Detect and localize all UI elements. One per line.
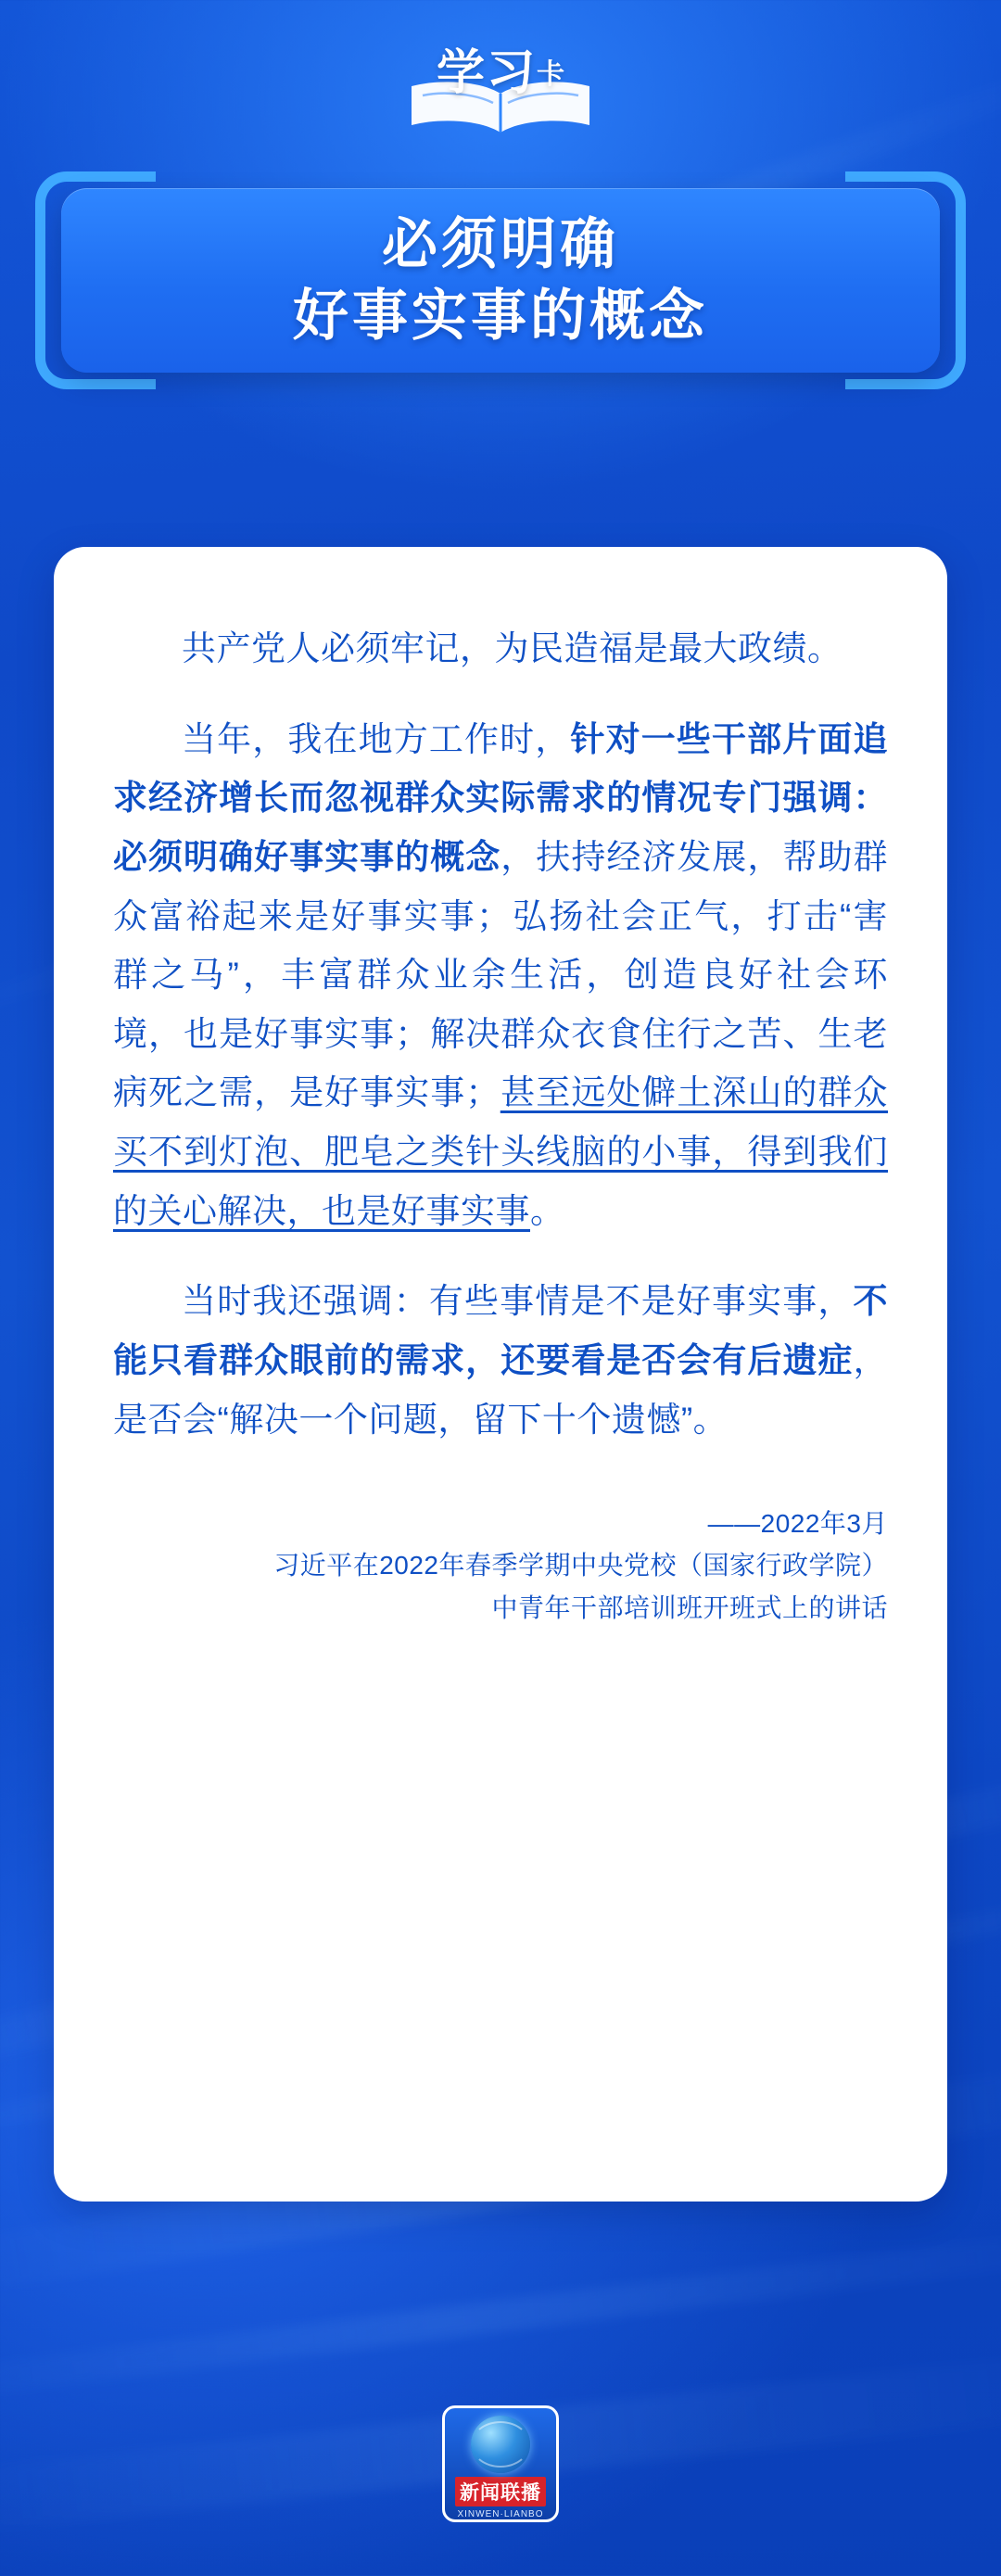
source-line: 中青年干部培训班开班式上的讲话 <box>491 1593 888 1622</box>
content-card <box>54 547 947 2202</box>
banner-title-line-1: 必须明确 <box>382 212 619 275</box>
logo-title-suffix: 卡 <box>537 59 564 90</box>
text-run-underline: 甚至远处僻土深山的群众买不到灯泡、肥皂之类针头线脑的小事，得到我们的关心解决，也是好事实事 <box>113 1073 889 1230</box>
text-run-bold: 针对一些干部片面追求经济增长而忽视群众实际需求的情况专门强调：必须明确好事实事的概念 <box>113 719 889 876</box>
source-line: 习近平在2022年春季学期中央党校（国家行政学院） <box>273 1551 888 1580</box>
globe-icon <box>471 2416 530 2473</box>
quote-paragraph <box>113 619 888 679</box>
quote-body <box>113 619 888 1449</box>
quote-paragraph <box>113 710 888 1241</box>
badge-title-en: XINWEN·LIANBO <box>457 2509 544 2519</box>
source-line: ——2022年3月 <box>707 1509 888 1539</box>
banner-title-line-2: 好事实事的概念 <box>293 284 708 347</box>
text-run-normal: ，是否会“解决一个问题，留下十个遗憾”。 <box>113 1340 888 1439</box>
background-streak <box>0 2219 1001 2411</box>
quote-source <box>113 1503 888 1629</box>
badge-title-cn: 新闻联播 <box>455 2477 546 2506</box>
text-run-normal: 共产党人必须牢记，为民造福是最大政绩。 <box>182 629 843 667</box>
text-run-normal: ，扶持经济发展，帮助群众富裕起来是好事实事；弘扬社会正气，打击“害群之马”，丰富群众业余生活，创造良好社会环境，也是好事实事；解决群众衣食住行之苦、生老病死之需，是好事实事； <box>113 837 889 1112</box>
banner-inner <box>61 188 940 373</box>
logo-title <box>436 42 564 100</box>
logo-title-main: 学习 <box>436 46 537 100</box>
program-badge <box>442 2405 559 2522</box>
brand-logo <box>0 39 1001 141</box>
text-run-normal: 。 <box>530 1191 565 1230</box>
text-run-bold: 不能只看群众眼前的需求，还要看是否会有后遗症 <box>113 1282 888 1379</box>
logo-group <box>394 42 607 138</box>
quote-paragraph <box>113 1272 888 1449</box>
text-run-normal: 当时我还强调：有些事情是不是好事实事， <box>182 1282 854 1321</box>
title-banner <box>35 171 966 389</box>
text-run-normal: 当年，我在地方工作时， <box>182 719 571 758</box>
footer <box>0 2405 1001 2522</box>
